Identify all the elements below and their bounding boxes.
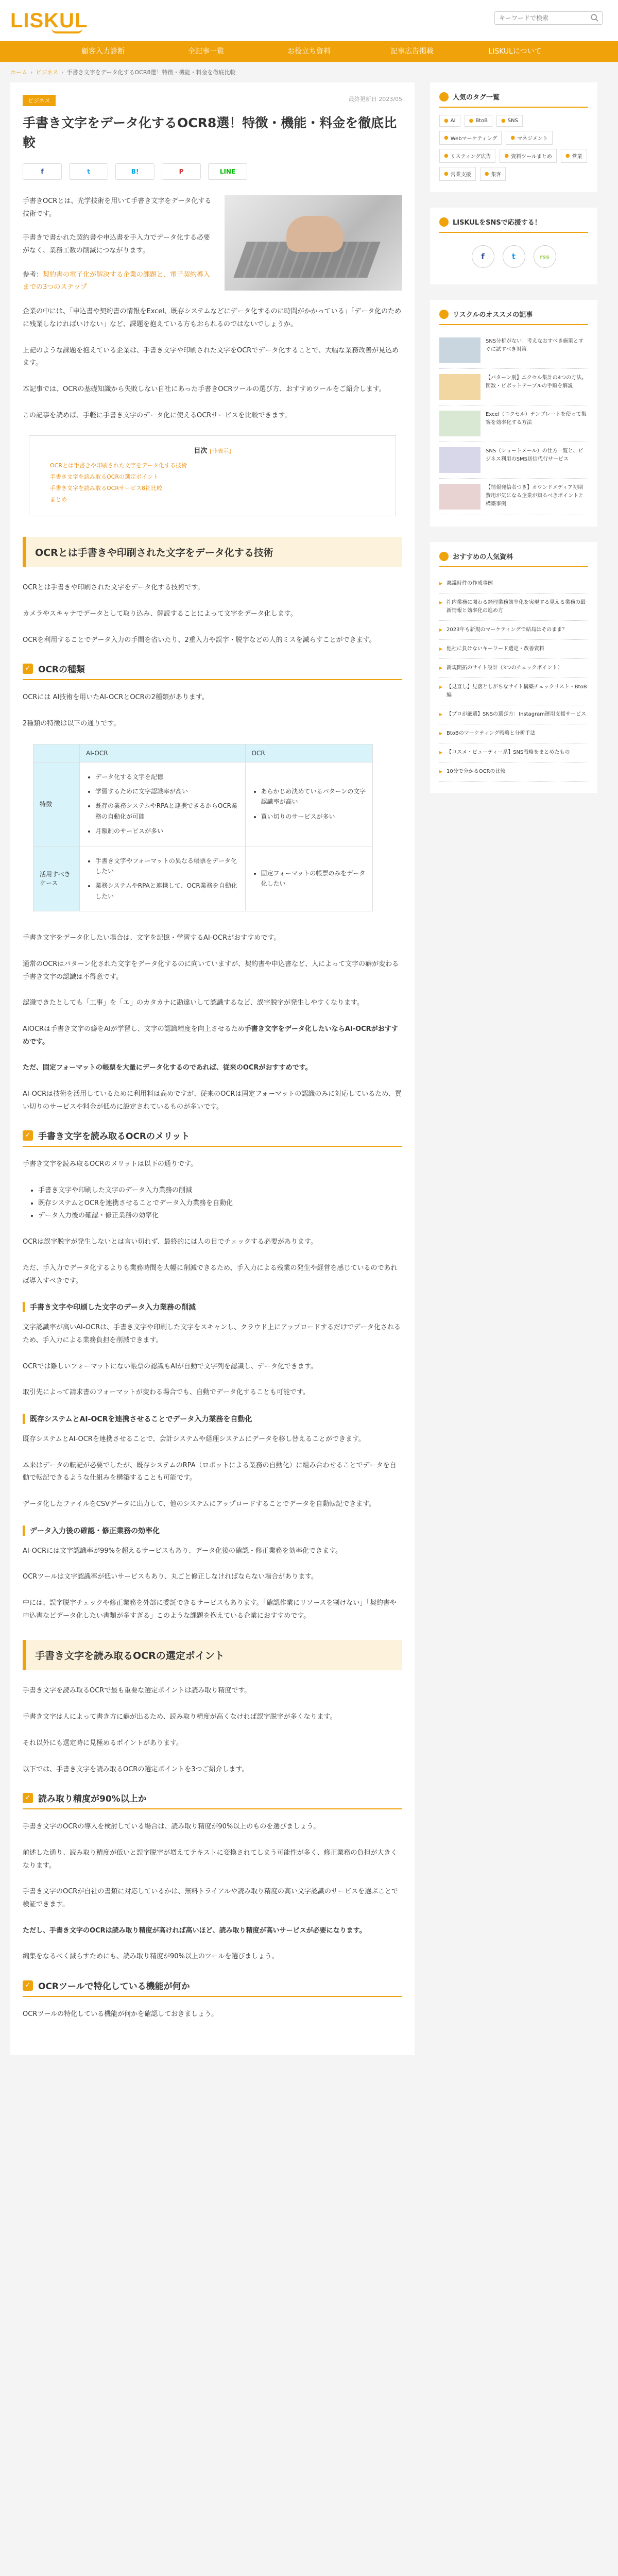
sidebar xyxy=(430,82,597,2055)
tag-icon: ● xyxy=(444,118,449,124)
intro-reference: 参考：契約書の電子化が解決する企業の課題と、電子契約導入までの3つのステップ xyxy=(23,270,211,292)
body-paragraph: 手書き文字は人によって書き方に癖が出るため、読み取り精度が高くなければ誤字脱字が多くなります。 xyxy=(23,1713,337,1721)
body-paragraph: 手書き文字のOCRの導入を検討している場合は、読み取り精度が90%以上のものを選びましょう。 xyxy=(23,1823,320,1831)
widget-title: おすすめの人気資料 xyxy=(453,553,513,561)
toc-item[interactable]: 手書き文字を読み取るOCRの選定ポイント xyxy=(50,473,159,481)
tag-link[interactable]: ● リスティング広告 xyxy=(439,149,495,163)
tag-icon: ● xyxy=(510,135,516,141)
merit-list xyxy=(23,1184,402,1223)
table-cell: • 固定フォーマットの帳票のみをデータ化したい xyxy=(245,846,372,911)
body-paragraph: OCRを利用することでデータ入力の手間を省いたり、2重入力や誤字・脱字などの人的ミスを減らすことができます。 xyxy=(23,636,376,644)
resource-link[interactable]: ▶ BtoBのマーケティング戦略と分析手法 xyxy=(439,724,588,743)
toc-item[interactable]: 手書き文字を読み取るOCRサービス8社比較 xyxy=(50,485,162,492)
resource-link[interactable]: ▶ 新規開拓のサイト設計（3つのチェックポイント） xyxy=(439,659,588,678)
body-paragraph: 編集をなるべく減らすためにも、読み取り精度が90%以上のツールを選びましょう。 xyxy=(23,1953,279,1961)
body-paragraph: OCRツールの特化している機能が何かを確認しておきましょう。 xyxy=(23,2010,218,2019)
body-paragraph: 手書き文字をデータ化したい場合は、文字を記憶・学習するAI-OCRがおすすめです。 xyxy=(23,934,281,942)
share-hatena-button[interactable]: B! xyxy=(115,163,154,180)
table-row-header: 活用すべきケース xyxy=(33,846,80,911)
subsection-heading: ✓ 手書き文字を読み取るOCRのメリット xyxy=(23,1129,402,1147)
body-paragraph: OCRには AI技術を用いたAI-OCRとOCRの2種類があります。 xyxy=(23,693,209,702)
body-paragraph: 本来はデータの転記が必要でしたが、既存システムのRPA（ロボットによる業務の自動化）に組み合わせることでデータを自動で転記できるような仕組みを構築することも可能です。 xyxy=(23,1461,397,1482)
tag-icon: ● xyxy=(484,171,489,177)
nav-item-about[interactable]: LISKULについて xyxy=(488,47,542,56)
resource-link[interactable]: ▶ 【プロが厳選】SNSの選び方：Instagram運用支援サービス xyxy=(439,705,588,724)
tag-link[interactable]: ● 営業支援 xyxy=(439,167,476,181)
resource-link[interactable]: ▶ 社内業務に関わる経理業務効率化を実現する見える業務の最新情報と効率化の進め方 xyxy=(439,594,588,621)
body-paragraph: AI-OCRには文字認識率が99%を超えるサービスもあり、データ化後の確認・修正業務を効率化できます。 xyxy=(23,1547,342,1555)
search-icon[interactable] xyxy=(590,13,599,23)
site-logo[interactable]: LISKUL xyxy=(10,9,88,33)
subsection-heading: ✓ OCRツールで特化している機能が何か xyxy=(23,1979,402,1997)
body-paragraph: 取引先によって請求書のフォーマットが変わる場合でも、自動でデータ化することも可能です。 xyxy=(23,1388,310,1397)
sub-subsection-heading: 手書き文字や印刷した文字のデータ入力業務の削減 xyxy=(23,1302,402,1312)
article-title: 手書き文字をデータ化するOCR8選！特徴・機能・料金を徹底比較 xyxy=(23,115,397,150)
tag-icon: ● xyxy=(501,118,506,124)
sub-subsection-heading: データ入力後の確認・修正業務の効率化 xyxy=(23,1526,402,1536)
body-paragraph: 前述した通り、読み取り精度が低いと誤字脱字が増えてテキストに変換されてしまう可能性が多く、修正業務の負担が大きくなります。 xyxy=(23,1849,398,1870)
resource-link[interactable]: ▶ 稟議時件の作成事例 xyxy=(439,574,588,594)
nav-item-all-articles[interactable]: 全記事一覧 xyxy=(188,47,224,56)
recommended-article[interactable]: 【情報発信者つき】オウンドメディア初期費用が気になる企業が知るべきポイントと構築事例 xyxy=(439,479,588,515)
article-main xyxy=(10,82,415,2055)
rss-follow-icon[interactable]: rss xyxy=(534,245,556,268)
thumbs-up-icon xyxy=(439,310,449,319)
table-cell: • 手書き文字やフォーマットの異なる帳票をデータ化したい • 業務システムやRPAと連携して、OCR業務を自動化したい xyxy=(80,846,246,911)
body-paragraph: OCRは誤字脱字が発生しないとは言い切れず、最終的には人の目でチェックする必要があります。 xyxy=(23,1238,317,1246)
category-badge[interactable]: ビジネス xyxy=(23,95,56,106)
body-paragraph: OCRでは難しいフォーマットにない帳票の認識もAIが自動で文字列を認識し、データ化できます。 xyxy=(23,1362,317,1370)
body-paragraph: 手書き文字のOCRが自社の書類に対応しているかは、無料トライアルや読み取り精度の高い文字認識のサービスを選ぶことで検証できます。 xyxy=(23,1888,399,1908)
tag-icon: ● xyxy=(565,153,570,159)
tag-icon xyxy=(439,92,449,101)
popular-resources-widget xyxy=(430,542,597,793)
tag-link[interactable]: ● BtoB xyxy=(465,115,493,127)
check-icon: ✓ xyxy=(23,664,33,674)
hero-image xyxy=(225,195,402,291)
list-item: • データ入力後の確認・修正業務の効率化 xyxy=(38,1210,402,1223)
recommended-article[interactable]: 【バターン別】エクセル集計の4つの方法。関数・ピボットテーブルの手順を解説 xyxy=(439,369,588,405)
breadcrumb xyxy=(0,62,618,82)
site-header xyxy=(0,0,618,41)
section-heading: 手書き文字を読み取るOCRの選定ポイント xyxy=(23,1640,402,1670)
toc-toggle-button[interactable]: [非表示] xyxy=(209,448,231,455)
widget-title: LISKULをSNSで応援する！ xyxy=(453,219,541,227)
nav-item-resources[interactable]: お役立ち資料 xyxy=(287,47,331,56)
toc-title: 目次 xyxy=(194,447,208,455)
tag-link[interactable]: ● SNS xyxy=(496,115,523,127)
check-icon: ✓ xyxy=(23,1980,33,1991)
body-paragraph: 以下では、手書き文字を読み取るOCRの選定ポイントを3つご紹介します。 xyxy=(23,1765,249,1773)
body-paragraph: OCRとは手書きや印刷された文字をデータ化する技術です。 xyxy=(23,584,204,592)
tag-icon: ● xyxy=(444,135,449,141)
body-paragraph: 手書き文字を読み取るOCRのメリットは以下の通りです。 xyxy=(23,1160,197,1168)
section-heading: OCRとは手書きや印刷された文字をデータ化する技術 xyxy=(23,537,402,567)
recommended-article[interactable]: SNS（ショートメール）の仕方一覧と、ビジネス利用のSMS送信代行サービス xyxy=(439,442,588,479)
breadcrumb-home[interactable]: ホーム xyxy=(10,69,27,76)
body-paragraph: 既存システムとAI-OCRを連携させることで、会計システムや経理システムにデータを移し替えることができます。 xyxy=(23,1435,365,1443)
sns-widget xyxy=(430,208,597,284)
tag-link[interactable]: ● 営業 xyxy=(561,149,587,163)
body-paragraph: AI-OCRは技術を活用しているために利用料は高めですが、従来のOCRは固定フォーマットの認識のみに対応しているため、買い切りのサービスや料金が低めに設定されているものが多いです。 xyxy=(23,1090,402,1111)
tag-link[interactable]: ● 資料ツールまとめ xyxy=(500,149,557,163)
twitter-follow-icon[interactable]: t xyxy=(503,245,525,268)
check-icon: ✓ xyxy=(23,1793,33,1803)
body-paragraph: 2種類の特徴は以下の通りです。 xyxy=(23,720,121,727)
nav-item-diagnosis[interactable]: 顧客入力診断 xyxy=(81,47,125,56)
resource-link[interactable]: ▶ 【見直し】見落としがちなサイト構築チェックリスト・BtoB編 xyxy=(439,678,588,705)
intro-paragraph: 手書きで書かれた契約書や申込書を手入力でデータ化する必要がなく、業務工数の削減につながります。 xyxy=(23,234,211,255)
article-thumbnail xyxy=(439,337,480,363)
recommended-article[interactable]: SNS分析がない！考えなおすべき施策とすぐに試すべき対策 xyxy=(439,332,588,369)
breadcrumb-separator: › xyxy=(61,69,64,76)
body-paragraph: 認識できたとしても「工事」を「エ」のカタカナに勘違いして認識するなど、誤字脱字が発生しやすくなります。 xyxy=(23,999,364,1007)
body-paragraph: データ化したファイルをCSVデータに出力して、他のシステムにアップロードすることでデータを自動転記できます。 xyxy=(23,1500,376,1509)
share-pocket-button[interactable]: P xyxy=(162,163,201,180)
tag-link[interactable]: ● Webマーケティング xyxy=(439,131,502,145)
body-paragraph: 通常のOCRはパターン化された文字をデータ化するのに向いていますが、契約書や申込書など、人によって文字の癖が変わる手書き文字の認識は不得意です。 xyxy=(23,960,399,981)
list-item: • 既存システムとOCRを連携させることでデータ入力業務を自動化 xyxy=(38,1197,402,1210)
article-dates: 最終更新日 2023/05 xyxy=(348,96,402,103)
tag-link[interactable]: ● AI xyxy=(439,115,460,127)
article-thumbnail xyxy=(439,411,480,436)
body-paragraph: 手書き文字を読み取るOCRで最も重要な選定ポイントは読み取り精度です。 xyxy=(23,1687,251,1695)
facebook-follow-icon[interactable]: f xyxy=(472,245,494,268)
tag-icon: ● xyxy=(469,118,474,124)
article-thumbnail xyxy=(439,447,480,473)
body-paragraph: カメラやスキャナでデータとして取り込み、解読することによって文字をデータ化します。 xyxy=(23,609,297,618)
breadcrumb-category[interactable]: ビジネス xyxy=(36,69,59,76)
sns-icon xyxy=(439,217,449,227)
recommended-article[interactable]: Excel（エクセル）テンプレートを使って集客を効率化する方法 xyxy=(439,405,588,442)
table-cell: • データ化する文字を記憶 • 学習するために文字認識率が高い • 既存の業務システムやRPAと連携できるからOCR業務の自動化が可能 • 月額制のサービスが多い xyxy=(80,762,246,846)
intro-paragraph: 手書きOCRとは、光学技術を用いて手書き文字をデータ化する技術です。 xyxy=(23,197,212,218)
toc-item[interactable]: OCRとは手書きや印刷された文字をデータ化する技術 xyxy=(50,462,187,469)
tag-link[interactable]: ● マネジメント xyxy=(506,131,552,145)
body-paragraph: ただ、手入力でデータ化するよりも業務時間を大幅に削減できるため、手入力による残業の発生や経営を感じているのであれば導入すべきです。 xyxy=(23,1264,398,1285)
subsection-heading: ✓ 読み取り精度が90%以上か xyxy=(23,1791,402,1809)
recommended-articles-widget xyxy=(430,300,597,527)
share-facebook-button[interactable]: f xyxy=(23,163,62,180)
global-nav xyxy=(0,41,618,62)
body-paragraph: 上記のような課題を抱えている企業は、手書き文字や印刷された文字をOCRでデータ化することで、大幅な業務改善が見込めます。 xyxy=(23,346,399,367)
table-cell: • あらかじめ決めているパターンの文字認識率が高い • 買い切りのサービスが多い xyxy=(245,762,372,846)
widget-title: リスクルのオススメの記事 xyxy=(453,311,533,319)
table-header: OCR xyxy=(245,744,372,762)
share-buttons xyxy=(23,163,402,180)
body-paragraph: AIOCRは手書き文字の癖をAIが学習し、文字の認識精度を向上させるため手書き文字をデータ化したいならAI-OCRがおすすめです。 xyxy=(23,1025,398,1046)
intro-reference-link[interactable]: 契約書の電子化が解決する企業の課題と、電子契約導入までの3つのステップ xyxy=(23,270,211,292)
article-thumbnail xyxy=(439,374,480,400)
tag-icon: ● xyxy=(504,153,509,159)
table-header xyxy=(33,744,80,762)
toc-item[interactable]: まとめ xyxy=(50,496,67,503)
tag-icon: ● xyxy=(444,171,449,177)
article-thumbnail xyxy=(439,484,480,510)
breadcrumb-current: 手書き文字をデータ化するOCR8選！特徴・機能・料金を徹底比較 xyxy=(66,69,236,76)
popular-tags-widget xyxy=(430,82,597,192)
search-input[interactable] xyxy=(494,11,603,25)
body-paragraph: この記事を読めば、手軽に手書き文字のデータ化に使えるOCRサービスを比較できます。 xyxy=(23,411,291,419)
resource-link[interactable]: ▶ 10分で分かるOCRの比較 xyxy=(439,762,588,782)
breadcrumb-separator: › xyxy=(30,69,33,76)
document-icon xyxy=(439,552,449,561)
table-of-contents xyxy=(29,435,396,516)
comparison-table xyxy=(33,744,373,912)
body-paragraph: OCRツールは文字認識率が低いサービスもあり、丸ごと修正しなければならない場合があります。 xyxy=(23,1573,318,1581)
body-paragraph: 文字認識率が高いAI-OCRは、手書き文字や印刷した文字をスキャンし、クラウド上にアップロードするだけでデータ化されるため、手入力による業務負担を削減できます。 xyxy=(23,1324,401,1344)
resource-link[interactable]: ▶ 【コスメ・ビューティー系】SNS戦略をまとめたもの xyxy=(439,743,588,762)
sub-subsection-heading: 既存システムとAI-OCRを連携させることでデータ入力業務を自動化 xyxy=(23,1414,402,1424)
nav-item-ad-placement[interactable]: 記事広告掲載 xyxy=(390,47,434,56)
tag-link[interactable]: ● 集客 xyxy=(480,167,506,181)
resource-link[interactable]: ▶ 他社に負けないキーワード選定・改善資料 xyxy=(439,640,588,659)
tag-icon: ● xyxy=(444,153,449,159)
list-item: • 手書き文字や印刷した文字のデータ入力業務の削減 xyxy=(38,1184,402,1197)
body-paragraph: 企業の中には、「申込書や契約書の情報をExcel、既存システムなどにデータ化するのに時間がかかっている」「データ化のために残業しなければいけない」など、課題を抱えている方もおられるのではないでしょうか。 xyxy=(23,308,402,328)
body-paragraph: ただし、手書き文字のOCRは読み取り精度が高ければ高いほど、読み取り精度が高いサービスが必要になります。 xyxy=(23,1926,366,1935)
table-header: AI-OCR xyxy=(80,744,246,762)
body-paragraph: ただ、固定フォーマットの帳票を大量にデータ化するのであれば、従来のOCRがおすすめです。 xyxy=(23,1064,312,1072)
body-paragraph: それ以外にも選定時に見極めるポイントがあります。 xyxy=(23,1739,183,1747)
share-twitter-button[interactable]: t xyxy=(69,163,108,180)
body-paragraph: 中には、誤字脱字チェックや修正業務を外部に委託できるサービスもあります。「確認作業にリソースを割けない」「契約書や申込書などデータ化したい書類が多すぎる」このような課題を抱えている企業におすすめです。 xyxy=(23,1599,397,1620)
subsection-heading: ✓ OCRの種類 xyxy=(23,662,402,680)
table-row-header: 特徴 xyxy=(33,762,80,846)
resource-link[interactable]: ▶ 2023年も新規のマーケティングで結局はそのまま？ xyxy=(439,621,588,640)
body-paragraph: 本記事では、OCRの基礎知識から失敗しない自社にあった手書きOCRツールの選び方、おすすめツールをご紹介します。 xyxy=(23,385,386,393)
widget-title: 人気のタグ一覧 xyxy=(453,94,500,101)
share-line-button[interactable]: LINE xyxy=(208,163,247,180)
check-icon: ✓ xyxy=(23,1130,33,1141)
